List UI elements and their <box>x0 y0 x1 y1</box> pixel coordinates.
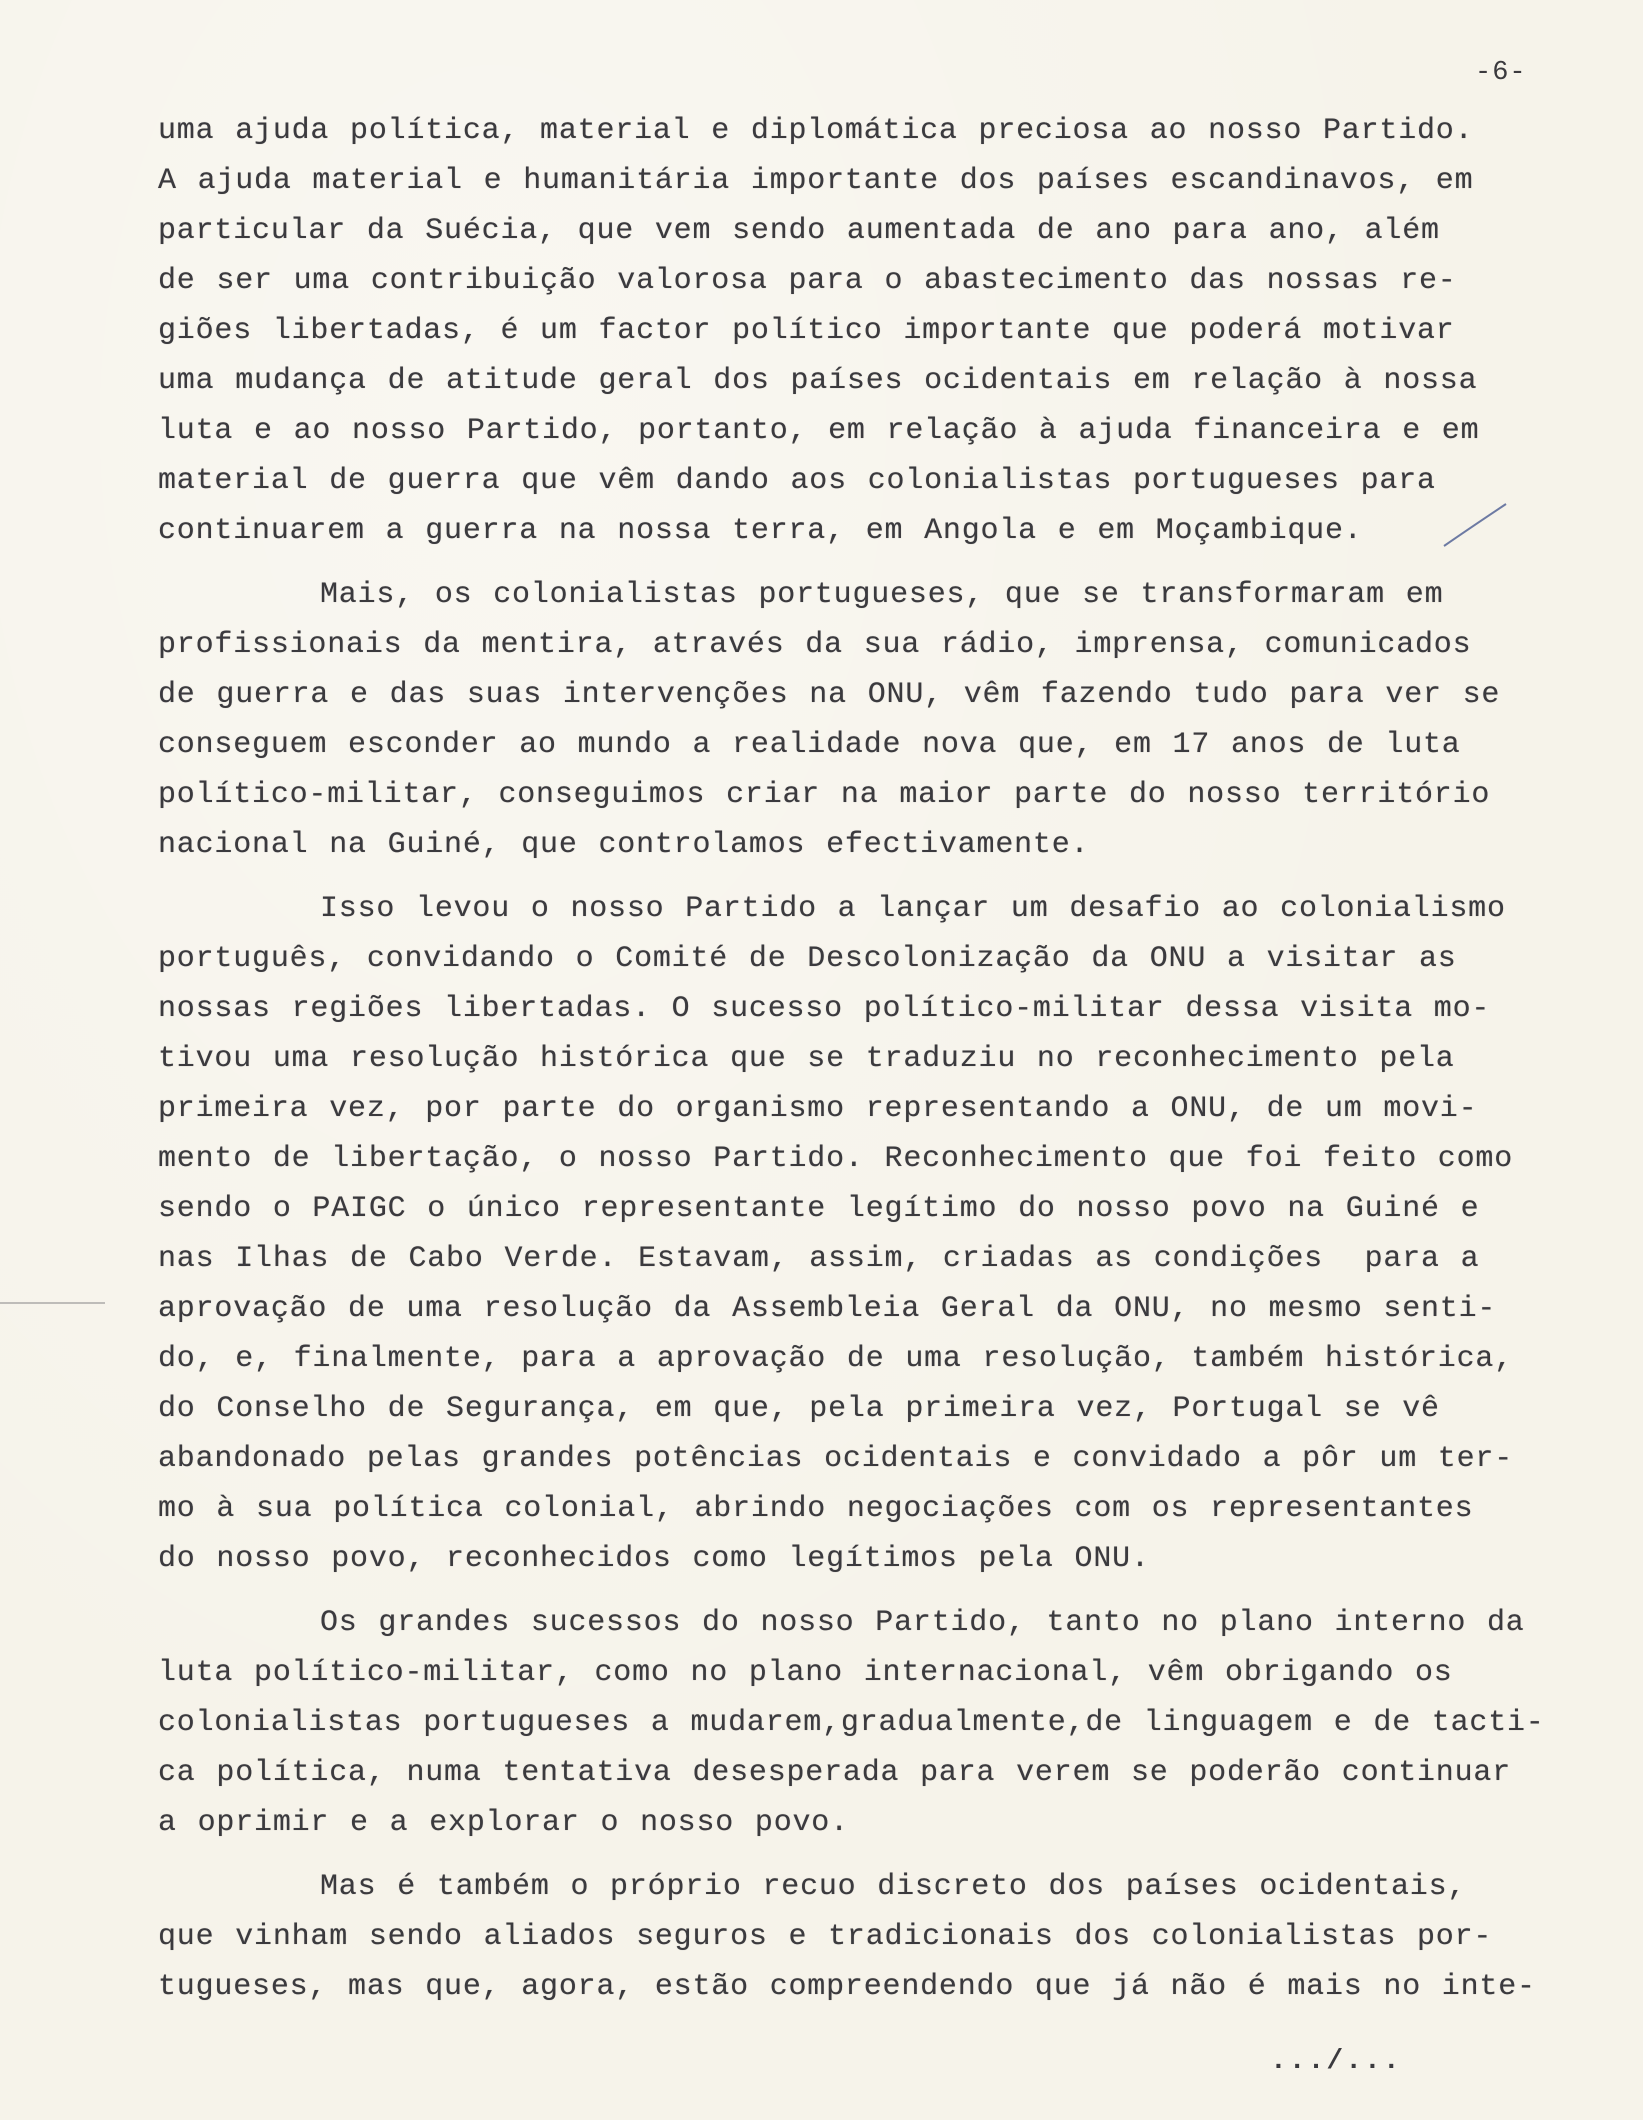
text-line: tivou uma resolução histórica que se traduziu no reconhecimento pela <box>158 1042 1455 1076</box>
text-line: do nosso povo, reconhecidos como legítimos pela ONU. <box>158 1542 1150 1576</box>
text-line: do, e, finalmente, para a aprovação de uma resolução, também histórica, <box>158 1342 1514 1376</box>
text-line: uma mudança de atitude geral dos países ocidentais em relação à nossa <box>158 364 1478 398</box>
handwritten-slash-mark <box>1440 500 1510 550</box>
text-line: mento de libertação, o nosso Partido. Reconhecimento que foi feito como <box>158 1142 1514 1176</box>
text-line: profissionais da mentira, através da sua rádio, imprensa, comunicados <box>158 628 1472 662</box>
text-line: conseguem esconder ao mundo a realidade nova que, em 17 anos de luta <box>158 728 1461 762</box>
continuation-marker: .../... <box>1270 2046 1402 2077</box>
text-line: luta e ao nosso Partido, portanto, em relação à ajuda financeira e em <box>158 414 1480 448</box>
text-line: Mas é também o próprio recuo discreto dos países ocidentais, <box>320 1870 1467 1904</box>
text-line: primeira vez, por parte do organismo representando a ONU, de um movi- <box>158 1092 1478 1126</box>
text-line: luta político-militar, como no plano internacional, vêm obrigando os <box>158 1656 1453 1690</box>
paragraph <box>158 570 1578 870</box>
text-line: de guerra e das suas intervenções na ONU, vêm fazendo tudo para ver se <box>158 678 1501 712</box>
text-line: do Conselho de Segurança, em que, pela primeira vez, Portugal se vê <box>158 1392 1440 1426</box>
text-line: Isso levou o nosso Partido a lançar um desafio ao colonialismo <box>320 892 1506 926</box>
body-text <box>158 106 1578 2012</box>
text-line: particular da Suécia, que vem sendo aumentada de ano para ano, além <box>158 214 1440 248</box>
text-line: continuarem a guerra na nossa terra, em Angola e em Moçambique. <box>158 514 1363 548</box>
text-line: material de guerra que vêm dando aos colonialistas portugueses para <box>158 464 1436 498</box>
text-line: mo à sua política colonial, abrindo negociações com os representantes <box>158 1492 1474 1526</box>
text-line: sendo o PAIGC o único representante legítimo do nosso povo na Guiné e <box>158 1192 1480 1226</box>
paragraph-gap <box>158 556 1578 570</box>
text-line: nacional na Guiné, que controlamos efectivamente. <box>158 828 1090 862</box>
paragraph-gap <box>158 1848 1578 1862</box>
margin-hole-punch-mark <box>0 1302 105 1304</box>
text-line: uma ajuda política, material e diplomática preciosa ao nosso Partido. <box>158 114 1474 148</box>
text-line: a oprimir e a explorar o nosso povo. <box>158 1806 849 1840</box>
text-line: tugueses, mas que, agora, estão compreendendo que já não é mais no inte- <box>158 1970 1536 2004</box>
paragraph <box>158 1862 1578 2012</box>
text-line: nas Ilhas de Cabo Verde. Estavam, assim, criadas as condições para a <box>158 1242 1480 1276</box>
text-line: político-militar, conseguimos criar na maior parte do nosso território <box>158 778 1491 812</box>
text-line: aprovação de uma resolução da Assembleia Geral da ONU, no mesmo senti- <box>158 1292 1497 1326</box>
text-line: português, convidando o Comité de Descolonização da ONU a visitar as <box>158 942 1457 976</box>
text-line: colonialistas portugueses a mudarem,gradualmente,de linguagem e de tacti- <box>158 1706 1545 1740</box>
text-line: abandonado pelas grandes potências ocidentais e convidado a pôr um ter- <box>158 1442 1514 1476</box>
paragraph <box>158 1598 1578 1848</box>
text-line: ca política, numa tentativa desesperada para verem se poderão continuar <box>158 1756 1512 1790</box>
paragraph <box>158 106 1578 556</box>
text-line: A ajuda material e humanitária importante dos países escandinavos, em <box>158 164 1474 198</box>
paragraph <box>158 884 1578 1584</box>
paragraph-gap <box>158 1584 1578 1598</box>
text-line: giões libertadas, é um factor político importante que poderá motivar <box>158 314 1455 348</box>
text-line: de ser uma contribuição valorosa para o abastecimento das nossas re- <box>158 264 1457 298</box>
text-line: nossas regiões libertadas. O sucesso político-militar dessa visita mo- <box>158 992 1491 1026</box>
page-number: -6- <box>1475 58 1527 88</box>
text-line: Mais, os colonialistas portugueses, que se transformaram em <box>320 578 1444 612</box>
text-line: Os grandes sucessos do nosso Partido, tanto no plano interno da <box>320 1606 1525 1640</box>
paragraph-gap <box>158 870 1578 884</box>
text-line: que vinham sendo aliados seguros e tradicionais dos colonialistas por- <box>158 1920 1493 1954</box>
